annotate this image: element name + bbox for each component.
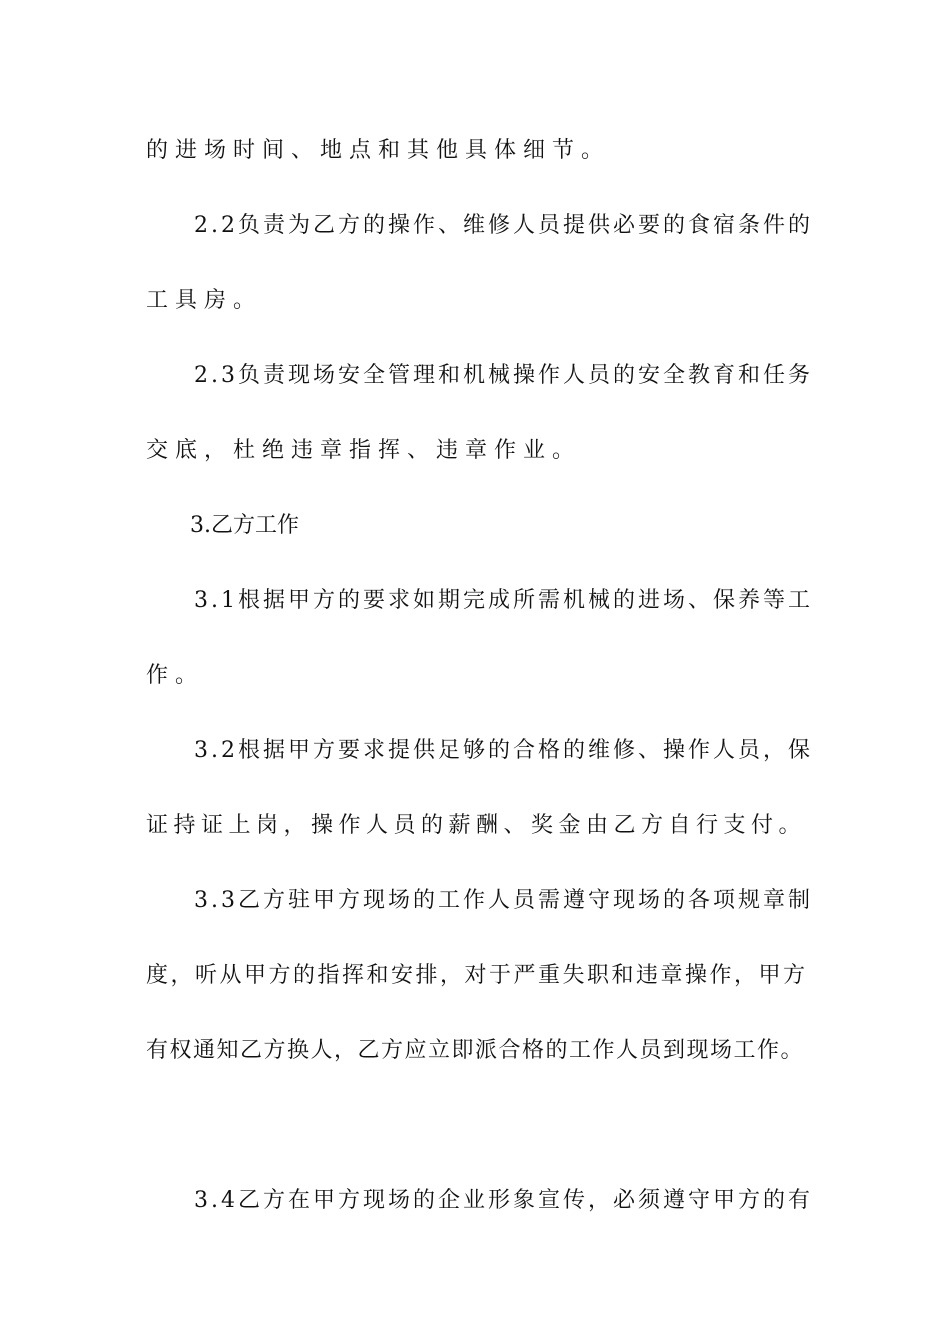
text-line: 证持证上岗，操作人员的薪酬、奖金由乙方自行支付。	[146, 813, 807, 838]
text-line: 度，听从甲方的指挥和安排，对于严重失职和违章操作，甲方	[146, 963, 808, 988]
text-line: 作。	[146, 663, 205, 688]
text-line: 3.1根据甲方的要求如期完成所需机械的进场、保养等工	[194, 588, 813, 613]
text-line: 3.2根据甲方要求提供足够的合格的维修、操作人员，保	[194, 738, 813, 763]
text-line: 3.3乙方驻甲方现场的工作人员需遵守现场的各项规章制	[194, 888, 813, 913]
text-line: 有权通知乙方换人，乙方应立即派合格的工作人员到现场工作。	[146, 1038, 805, 1063]
section-heading: 3.乙方工作	[190, 513, 299, 538]
text-line: 工具房。	[146, 288, 263, 313]
text-line: 2.3负责现场安全管理和机械操作人员的安全教育和任务	[194, 363, 813, 388]
text-line: 交底，杜绝违章指挥、违章作业。	[146, 438, 582, 463]
text-line: 的进场时间、地点和其他具体细节。	[146, 138, 611, 163]
text-line: 2.2负责为乙方的操作、维修人员提供必要的食宿条件的	[194, 213, 813, 238]
text-line: 3.4乙方在甲方现场的企业形象宣传，必须遵守甲方的有	[194, 1188, 813, 1213]
